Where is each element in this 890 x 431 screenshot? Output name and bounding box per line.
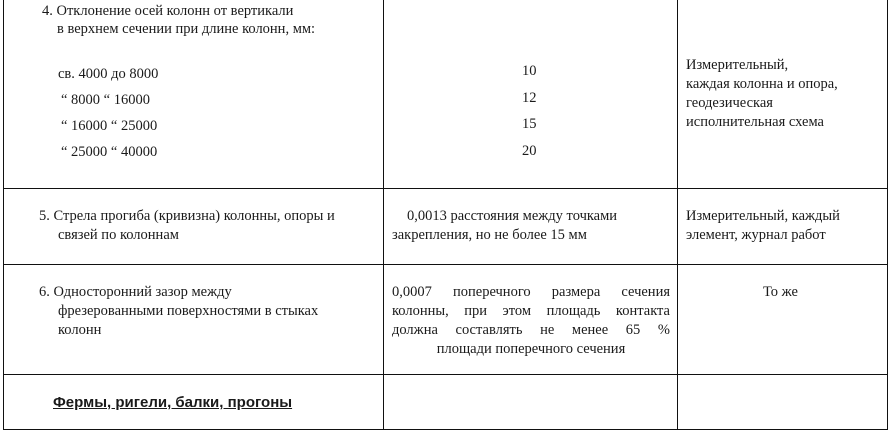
column-divider-1 [383,0,384,430]
row4-control-4: исполнительная схема [686,114,824,130]
row5-control-line1: Измерительный, каждый [686,208,840,224]
row4-range-2: “ 8000 “ 16000 [61,92,150,108]
row4-value-2: 12 [522,90,537,106]
row6-title-line2: фрезерованными поверхностями в стыках [58,303,319,319]
row6-title-line1: 6. Односторонний зазор между [39,284,232,300]
row6-value-line2: колонны, при этом площадь контакта [392,303,670,319]
row4-control-3: геодезическая [686,95,773,111]
row6-title-line3: колонн [58,322,102,338]
row4-control-2: каждая колонна и опора, [686,76,838,92]
row6-control: То же [763,284,798,300]
row5-value-line1: 0,0013 расстояния между точками [407,208,618,224]
row4-title-line2: в верхнем сечении при длине колонн, мм: [57,21,316,37]
row-divider-3 [3,374,888,375]
requirements-table [3,0,888,430]
row-divider-1 [3,188,888,189]
table-border-bottom [3,429,888,430]
row6-value-line4: площади поперечного сечения [436,341,626,357]
section-heading: Фермы, ригели, балки, прогоны [53,394,293,411]
row4-title-line1: 4. Отклонение осей колонн от вертикали [42,3,294,19]
row4-range-3: “ 16000 “ 25000 [61,118,158,134]
row5-value-line2: закрепления, но не более 15 мм [392,227,587,243]
row4-control-1: Измерительный, [686,57,789,73]
table-border-right [887,0,888,430]
row5-title-line1: 5. Стрела прогиба (кривизна) колонны, опоры и [39,208,335,224]
row5-title-line2: связей по колоннам [58,227,179,243]
row4-range-4: “ 25000 “ 40000 [61,144,158,160]
row4-value-1: 10 [522,63,537,79]
row6-value-line3: должна составлять не менее 65 % [392,322,670,338]
column-divider-2 [677,0,678,430]
row4-range-1: св. 4000 до 8000 [58,66,159,82]
row4-value-4: 20 [522,143,537,159]
row5-control-line2: элемент, журнал работ [686,227,826,243]
table-border-left [3,0,4,430]
row4-value-3: 15 [522,116,537,132]
row6-value-line1: 0,0007 поперечного размера сечения [392,284,670,300]
row-divider-2 [3,264,888,265]
